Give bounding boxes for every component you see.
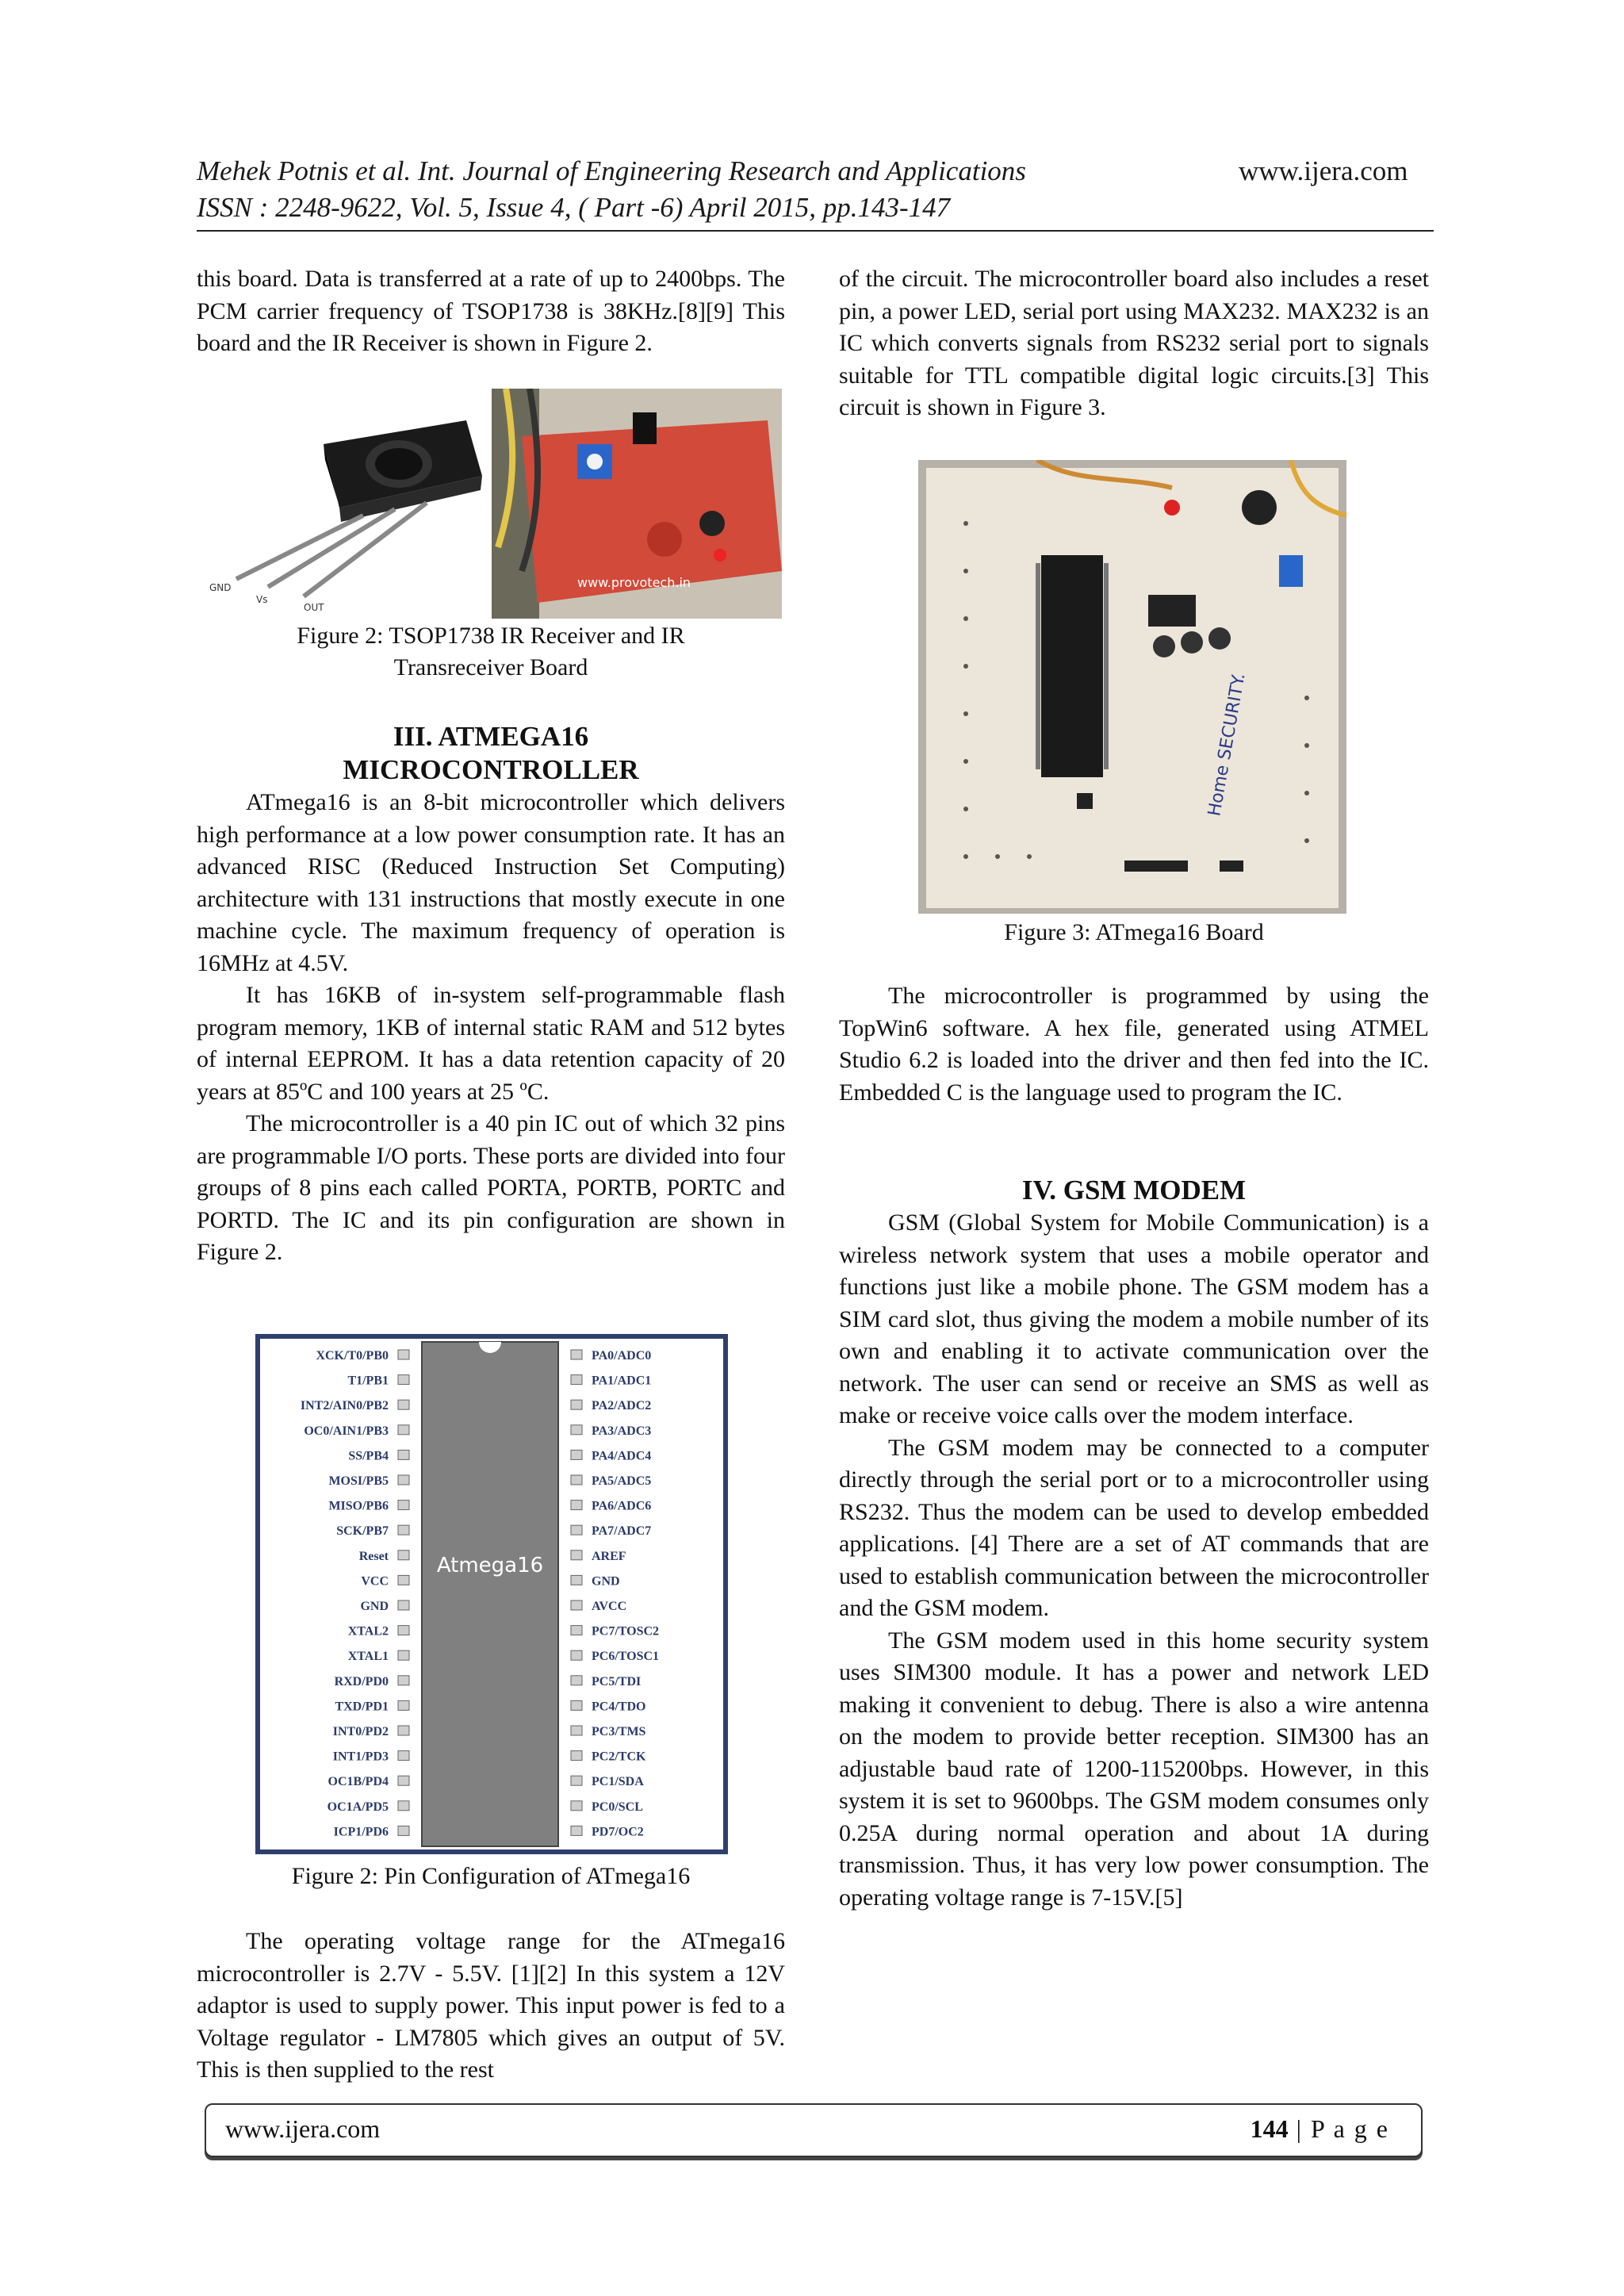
paragraph: The microcontroller is programmed by using the TopWin6 software. A hex file, generated using ATMEL Studio 6.2 is loaded into the driver and then fed into the IC. Embedded C is the language used to program the IC. bbox=[839, 983, 1429, 1106]
pin-pad bbox=[398, 1726, 409, 1735]
pin-pad bbox=[571, 1776, 582, 1785]
page-number: 144 bbox=[1250, 2114, 1289, 2143]
pin-label-left: INT0/PD2 bbox=[332, 1725, 389, 1738]
pin-label-left: SCK/PB7 bbox=[336, 1524, 389, 1539]
pin-label-left: TXD/PD1 bbox=[335, 1700, 389, 1714]
pin-label-left: Reset bbox=[358, 1549, 389, 1563]
figure-caption-board: Figure 3: ATmega16 Board bbox=[1004, 919, 1264, 945]
ic-chip-label: Atmega16 bbox=[436, 1554, 544, 1577]
pin-label-left: INT2/AIN0/PB2 bbox=[300, 1399, 389, 1413]
pin-label-right: AVCC bbox=[592, 1600, 627, 1613]
pin-label-left: ICP1/PD6 bbox=[333, 1825, 389, 1839]
pin-pad bbox=[398, 1425, 409, 1435]
pin-label-right: PA1/ADC1 bbox=[592, 1374, 652, 1388]
pin-pad bbox=[398, 1550, 409, 1560]
pin-pad bbox=[571, 1350, 582, 1359]
pin-pad bbox=[571, 1501, 582, 1510]
pin-pad bbox=[571, 1475, 582, 1485]
pin-label-right: PC3/TMS bbox=[592, 1725, 646, 1738]
pin-label-right: PA2/ADC2 bbox=[592, 1399, 652, 1413]
paragraph: It has 16KB of in-system self-programmable flash program memory, 1KB of internal static RAM and 512 bytes of internal EEPROM. It has a data retention capacity of 20 years at 85ºC and 100 years at 25 ºC. bbox=[197, 982, 785, 1105]
pin-pad bbox=[571, 1375, 582, 1385]
pin-pad bbox=[571, 1726, 582, 1735]
pin-pad bbox=[398, 1501, 409, 1510]
figure-pin-configuration bbox=[255, 1334, 728, 1854]
pin-label-right: PA4/ADC4 bbox=[592, 1449, 652, 1463]
page-footer bbox=[205, 2103, 1423, 2157]
pin-pad bbox=[398, 1801, 409, 1811]
pin-pad bbox=[571, 1450, 582, 1459]
pin-label-right: PC4/TDO bbox=[592, 1700, 646, 1714]
pin-label-left: RXD/PD0 bbox=[334, 1674, 389, 1688]
caption-text: Figure 2: TSOP1738 IR Receiver and IR Transreceiver Board bbox=[297, 623, 685, 680]
pin-pad bbox=[398, 1450, 409, 1459]
footer-website[interactable]: www.ijera.com bbox=[225, 2114, 381, 2143]
pin-label-left: GND bbox=[360, 1600, 389, 1613]
running-header-journal: Mehek Potnis et al. Int. Journal of Engineering Research and Applications bbox=[197, 155, 1026, 186]
pin-pad bbox=[571, 1525, 582, 1535]
ic-chip-body bbox=[422, 1342, 558, 1846]
pin-pad bbox=[398, 1826, 409, 1835]
pin-pad bbox=[571, 1826, 582, 1835]
figure-atmega-board bbox=[918, 460, 1346, 914]
pin-pad bbox=[571, 1550, 582, 1560]
pin-pad bbox=[398, 1525, 409, 1535]
pin-label-right: PA7/ADC7 bbox=[592, 1524, 652, 1539]
pin-pad bbox=[571, 1626, 582, 1635]
pin-label-right: AREF bbox=[592, 1549, 626, 1563]
left-column-end bbox=[197, 1926, 785, 2087]
pin-label-left: T1/PB1 bbox=[347, 1374, 389, 1388]
pin-label-gnd: GND bbox=[209, 582, 232, 593]
pin-label-right: PC5/TDI bbox=[592, 1674, 642, 1688]
pin-label-right: PC0/SCL bbox=[592, 1800, 643, 1814]
pin-pad bbox=[398, 1575, 409, 1585]
pin-label-left: OC1A/PD5 bbox=[327, 1800, 389, 1814]
pin-configuration-diagram bbox=[255, 1334, 728, 1854]
right-column bbox=[839, 263, 1429, 424]
pin-label-right: PD7/OC2 bbox=[592, 1825, 644, 1839]
pin-pad bbox=[398, 1700, 409, 1710]
board-url: www.provotech.in bbox=[577, 575, 691, 590]
pin-label-right: PA6/ADC6 bbox=[592, 1499, 652, 1513]
pin-pad bbox=[398, 1600, 409, 1610]
pin-pad bbox=[398, 1776, 409, 1785]
figure-caption-pins: Figure 2: Pin Configuration of ATmega16 bbox=[291, 1863, 691, 1889]
pin-label-left: XCK/T0/PB0 bbox=[316, 1349, 389, 1363]
pin-label-right: PC7/TOSC2 bbox=[592, 1624, 660, 1639]
paragraph: ATmega16 is an 8-bit microcontroller which delivers high performance at a low power consumption rate. It has an advanced RISC (Reduced Instruction Set Computing) architecture with 131 instructions that mostly execute in one machine cycle. The maximum frequency of operation is 16MHz at 4.5V. bbox=[197, 789, 785, 976]
pin-pad bbox=[398, 1626, 409, 1635]
pin-label-left: OC0/AIN1/PB3 bbox=[304, 1424, 389, 1438]
atmega-board-photo bbox=[918, 460, 1346, 914]
pin-pad bbox=[398, 1400, 409, 1409]
pin-pad bbox=[398, 1650, 409, 1660]
section-heading: IV. GSM MODEM bbox=[1021, 1175, 1247, 1205]
paragraph: GSM (Global System for Mobile Communication) is a wireless network system that uses a mobile operator and functions just like a mobile phone. The GSM modem has a SIM card slot, thus giving the modem a mobile number of its own and enabling it to activate communication over the network. The user can send or receive an SMS as well as make or receive voice calls over the modem interface. bbox=[839, 1209, 1429, 1428]
section-4 bbox=[839, 1174, 1429, 1914]
paragraph: The operating voltage range for the ATmega16 microcontroller is 2.7V - 5.5V. [1][2] In this system a 12V adaptor is used to supply power. This input power is fed to a Voltage regulator - LM7805 which gives an output of 5V. This is then supplied to the rest bbox=[197, 1928, 785, 2083]
right-column-body bbox=[839, 980, 1429, 1109]
page-label: | P a g e bbox=[1288, 2114, 1389, 2143]
header-rule bbox=[197, 230, 1434, 232]
footer-page-indicator bbox=[1251, 2114, 1389, 2144]
pin-label-right: PA0/ADC0 bbox=[592, 1349, 652, 1363]
paragraph: The GSM modem may be connected to a computer directly through the serial port or to a microcontroller using RS232. Thus the modem can be used to develop embedded applications. [4] There are a set of AT commands that are used to establish communication between the microcontroller and the GSM modem. bbox=[839, 1434, 1429, 1621]
pin-pad bbox=[571, 1676, 582, 1685]
pin-label-right: GND bbox=[592, 1574, 620, 1589]
pin-label-out: OUT bbox=[304, 602, 324, 613]
pin-label-right: PC1/SDA bbox=[592, 1775, 644, 1789]
pin-label-left: INT1/PD3 bbox=[332, 1750, 389, 1764]
figure-caption-ir bbox=[197, 620, 785, 684]
section-heading-line2: MICROCONTROLLER bbox=[343, 754, 639, 785]
pin-pad bbox=[398, 1375, 409, 1385]
paragraph: of the circuit. The microcontroller board also includes a reset pin, a power LED, serial port using MAX232. MAX232 is an IC which converts signals from RS232 serial port to signals suitable for TTL compatible digital logic circuits.[3] This circuit is shown in Figure 3. bbox=[839, 266, 1429, 420]
pin-label-right: PA3/ADC3 bbox=[592, 1424, 652, 1438]
pin-pad bbox=[571, 1650, 582, 1660]
pin-pad bbox=[571, 1400, 582, 1409]
pin-pad bbox=[398, 1350, 409, 1359]
pin-pad bbox=[571, 1575, 582, 1585]
paragraph: The GSM modem used in this home security system uses SIM300 module. It has a power and network LED making it convenient to debug. There is also a wire antenna on the modem to provide better reception. SIM300 has an adjustable baud rate of 1200-115200bps. However, in this system it is set to 9600bps. The GSM modem consumes only 0.25A during normal operation and about 1A during transmission. Thus, it has very low power consumption. The operating voltage range is 7-15V.[5] bbox=[839, 1627, 1429, 1911]
pin-label-left: MISO/PB6 bbox=[328, 1499, 389, 1513]
running-header-issn: ISSN : 2248-9622, Vol. 5, Issue 4, ( Part -6) April 2015, pp.143-147 bbox=[197, 192, 951, 223]
pin-pad bbox=[571, 1751, 582, 1761]
pin-label-left: OC1B/PD4 bbox=[327, 1775, 389, 1789]
pin-pad bbox=[398, 1475, 409, 1485]
section-heading-line1: III. ATMEGA16 bbox=[393, 721, 589, 752]
pin-pad bbox=[398, 1676, 409, 1685]
section-3 bbox=[197, 720, 785, 1269]
ir-receiver-illustration bbox=[205, 389, 782, 619]
paragraph: The microcontroller is a 40 pin IC out of which 32 pins are programmable I/O ports. These ports are divided into four groups of 8 pins each called PORTA, PORTB, PORTC and PORTD. The IC and its pin configuration are shown in Figure 2. bbox=[197, 1110, 785, 1265]
left-column bbox=[197, 263, 785, 360]
pin-label-left: XTAL2 bbox=[347, 1624, 389, 1639]
pin-pad bbox=[571, 1700, 582, 1710]
pin-pad bbox=[571, 1801, 582, 1811]
figure-ir-receiver bbox=[205, 389, 782, 619]
pin-pad bbox=[571, 1425, 582, 1435]
running-header-website[interactable]: www.ijera.com bbox=[1239, 155, 1408, 186]
pin-label-left: SS/PB4 bbox=[348, 1449, 389, 1463]
pin-label-left: MOSI/PB5 bbox=[328, 1474, 389, 1488]
pin-label-vs: Vs bbox=[256, 594, 268, 605]
board-handwritten-label: Home SECURITY. bbox=[1205, 671, 1250, 818]
pin-label-right: PC2/TCK bbox=[592, 1750, 646, 1764]
pin-label-right: PA5/ADC5 bbox=[592, 1474, 652, 1488]
pin-pad bbox=[398, 1751, 409, 1761]
pin-label-left: XTAL1 bbox=[347, 1650, 389, 1664]
pin-pad bbox=[571, 1600, 582, 1610]
pin-label-left: VCC bbox=[361, 1574, 389, 1589]
pin-label-right: PC6/TOSC1 bbox=[592, 1650, 660, 1664]
paragraph: this board. Data is transferred at a rate of up to 2400bps. The PCM carrier frequency of TSOP1738 is 38KHz.[8][9] This board and the IR Receiver is shown in Figure 2. bbox=[197, 266, 785, 356]
